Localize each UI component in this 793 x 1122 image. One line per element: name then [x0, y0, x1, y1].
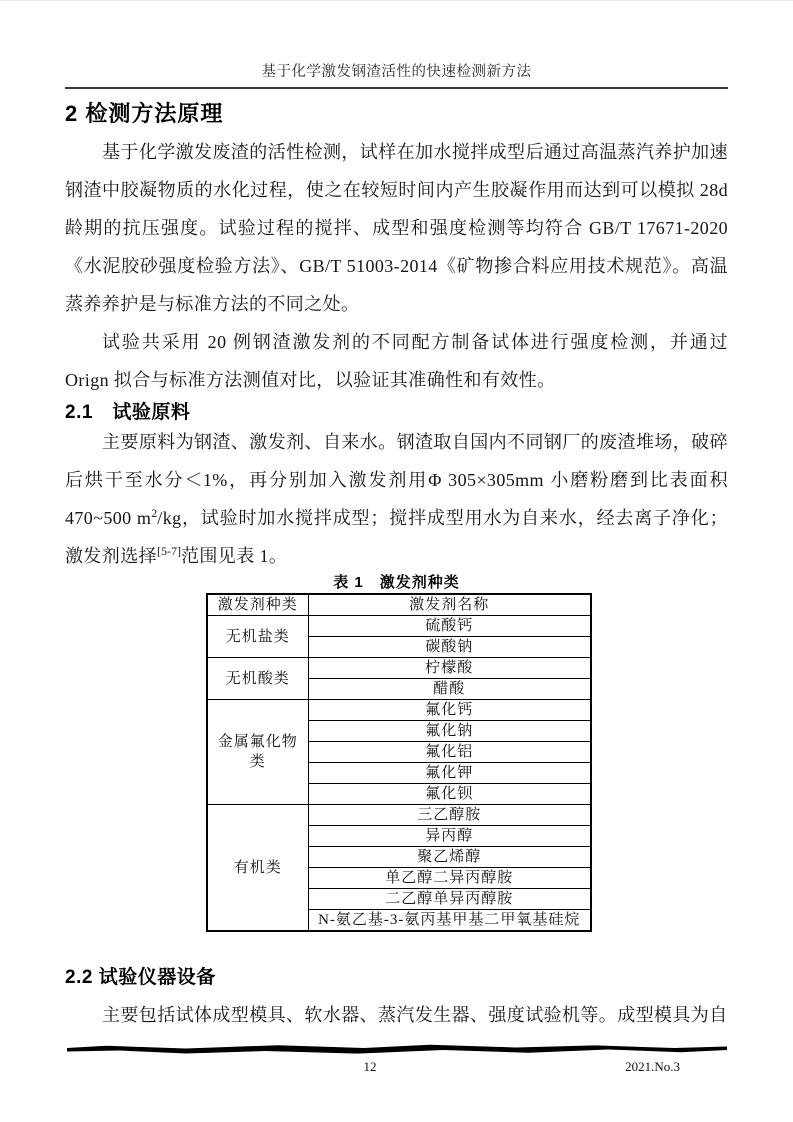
issue-label: 2021.No.3: [625, 1059, 680, 1074]
section-2-body: [65, 133, 728, 399]
table-row: [207, 616, 591, 637]
table-header-category: 激发剂种类: [207, 594, 308, 616]
table-header-name: 激发剂名称: [308, 594, 591, 616]
section-2-2-body: [65, 996, 728, 1034]
table-cell-item: 氟化钙: [308, 700, 591, 721]
table-cell-item: 二乙醇单异丙醇胺: [308, 889, 591, 910]
table-row: [207, 805, 591, 826]
running-header-title: 基于化学激发钢渣活性的快速检测新方法: [261, 64, 532, 80]
raw-materials-text-2: /kg，试验时加水搅拌成型；搅拌成型用水为自来水，经去离子净化；激发剂选择: [65, 508, 728, 566]
table-cell-item: 氟化钠: [308, 721, 591, 742]
raw-materials-text-3: 范围见表 1。: [181, 546, 288, 566]
table-cell-item: 单乙醇二异丙醇胺: [308, 868, 591, 889]
paragraph-raw-materials: [65, 423, 728, 575]
paragraph-method-principle: 基于化学激发废渣的活性检测，试样在加水搅拌成型后通过高温蒸汽养护加速钢渣中胶凝物质的水化过程，使之在较短时间内产生胶凝作用而达到可以模拟 28d 龄期的抗压强度。试验过程的搅拌、成型和强度检测等均符合 GB/T 17671-2020《水泥胶砂强度检验方法》、GB/T 51003-2014《矿物掺合料应用技术规范》。高温蒸养养护是与标准方法的不同之处。: [65, 142, 728, 314]
table-cell-item: 醋酸: [308, 679, 591, 700]
paragraph-equipment: 主要包括试体成型模具、软水器、蒸汽发生器、强度试验机等。成型模具为自: [102, 1005, 728, 1025]
table-header-row: [207, 594, 591, 616]
table-1-caption: 表 1 激发剂种类: [333, 574, 460, 591]
table-cell-item: 聚乙烯醇: [308, 847, 591, 868]
table-cell-item: 氟化铝: [308, 742, 591, 763]
table-cell-category: 无机酸类: [207, 658, 308, 700]
table-cell-category: 金属氟化物类: [207, 700, 308, 805]
table-cell-category: 有机类: [207, 805, 308, 932]
table-1-container: [206, 593, 592, 932]
section-2-heading: 2 检测方法原理: [65, 101, 224, 126]
table-row: [207, 658, 591, 679]
table-cell-item: 氟化钡: [308, 784, 591, 805]
citation-reference-5-7: [5-7]: [157, 544, 181, 558]
activator-types-table: [206, 593, 592, 932]
table-cell-item: 硫酸钙: [308, 616, 591, 637]
table-cell-item: 异丙醇: [308, 826, 591, 847]
table-cell-category: 无机盐类: [207, 616, 308, 658]
header-rule: [65, 87, 728, 89]
table-cell-item: N-氨乙基-3-氨丙基甲基二甲氧基硅烷: [308, 910, 591, 932]
table-cell-item: 三乙醇胺: [308, 805, 591, 826]
table-cell-item: 氟化钾: [308, 763, 591, 784]
table-cell-item: 碳酸钠: [308, 637, 591, 658]
table-row: [207, 700, 591, 721]
section-2-2-heading: 2.2 试验仪器设备: [65, 967, 216, 988]
paragraph-test-scheme: 试验共采用 20 例钢渣激发剂的不同配方制备试体进行强度检测，并通过 Orign 拟合与标准方法测值对比，以验证其准确性和有效性。: [65, 332, 728, 390]
raw-materials-text-1: 主要原料为钢渣、激发剂、自来水。钢渣取自国内不同钢厂的废渣堆场，破碎后烘干至水分＜1%，再分别加入激发剂用Φ 305×305mm 小磨粉磨到比表面积 470~500 m: [65, 432, 728, 528]
table-cell-item: 柠檬酸: [308, 658, 591, 679]
section-2-1-body: [65, 423, 728, 575]
footer-rule: [67, 1044, 727, 1054]
page-number: 12: [363, 1059, 377, 1074]
section-2-1-heading: 2.1 试验原料: [65, 402, 191, 423]
superscript-square-meter: 2: [151, 506, 158, 520]
